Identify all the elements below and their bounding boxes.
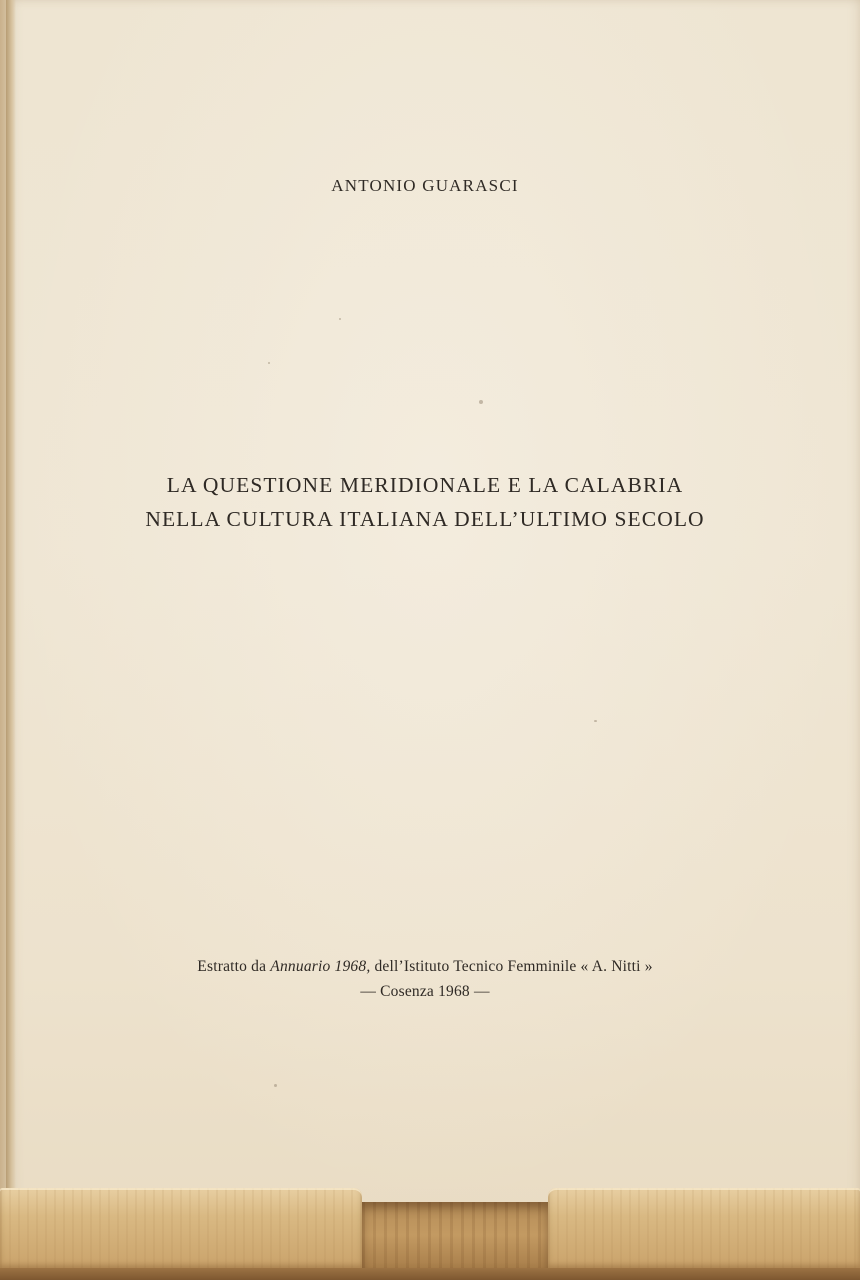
wooden-book-stand bbox=[0, 1188, 860, 1280]
imprint-suffix: dell’Istituto Tecnico Femminile « A. Nitti » bbox=[370, 958, 653, 975]
paper-speck bbox=[479, 400, 483, 404]
paper-speck bbox=[594, 720, 597, 722]
title-line: NELLA CULTURA ITALIANA DELL’ULTIMO SECOLO bbox=[145, 507, 705, 531]
imprint-place-date: — Cosenza 1968 — bbox=[360, 983, 490, 1000]
stand-base bbox=[0, 1268, 860, 1280]
title-line: LA QUESTIONE MERIDIONALE E LA CALABRIA bbox=[166, 473, 684, 497]
imprint-prefix: Estratto da bbox=[197, 958, 271, 975]
paper-speck bbox=[274, 1084, 277, 1087]
paper-speck bbox=[339, 318, 341, 320]
book-title bbox=[0, 468, 852, 536]
paper-speck bbox=[268, 362, 270, 364]
imprint-publication: Annuario 1968, bbox=[270, 958, 371, 975]
imprint-source-line bbox=[0, 954, 852, 979]
stand-board-right bbox=[548, 1188, 860, 1268]
title-page bbox=[6, 0, 860, 1215]
stand-slot bbox=[362, 1202, 548, 1268]
imprint bbox=[0, 954, 852, 1004]
author-name: ANTONIO GUARASCI bbox=[331, 176, 519, 195]
stand-board-left bbox=[0, 1188, 362, 1268]
